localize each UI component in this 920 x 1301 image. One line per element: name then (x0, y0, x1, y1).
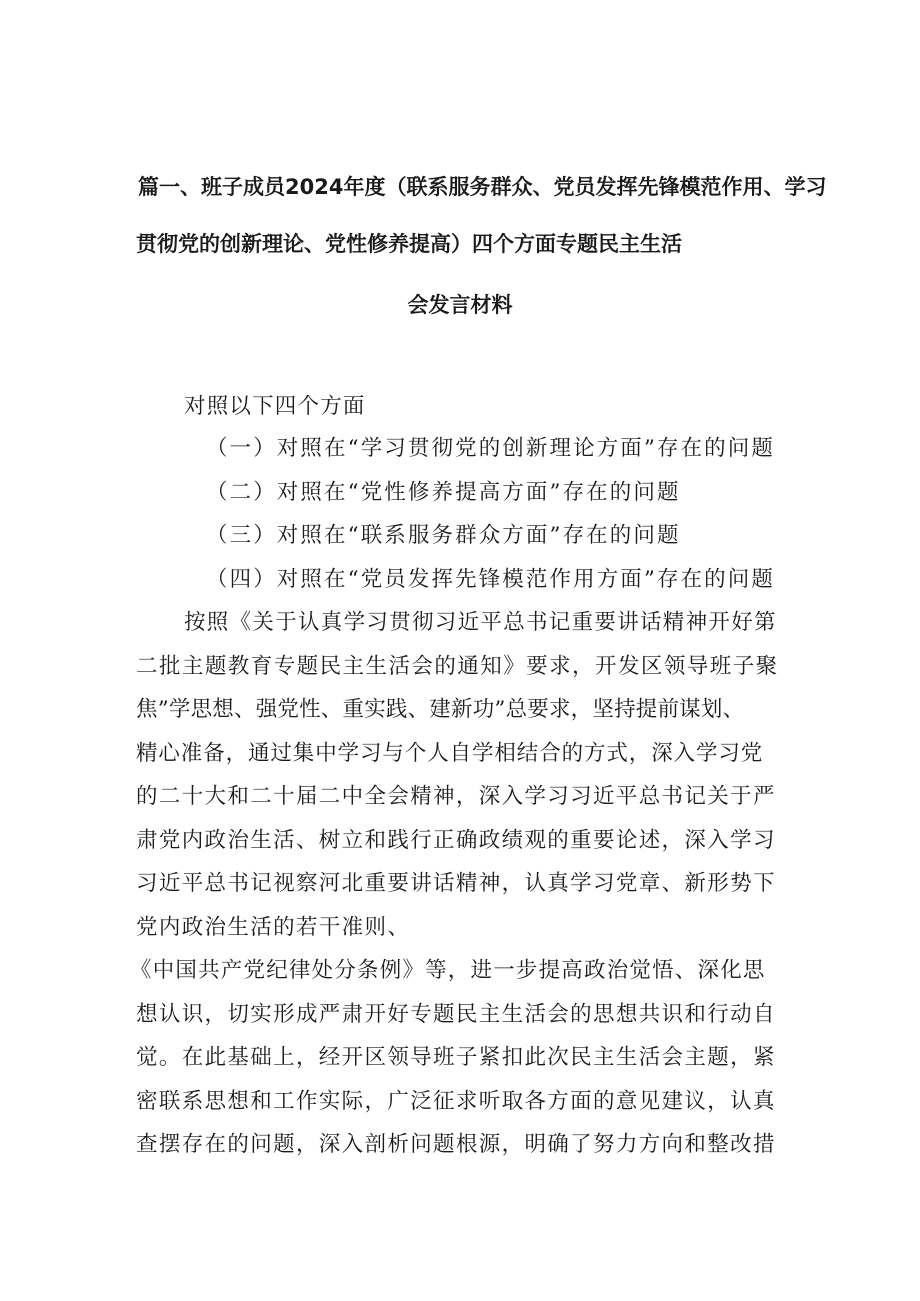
paragraph-line: 习近平总书记视察河北重要讲话精神，认真学习党章、新形势下 (136, 871, 776, 896)
paragraph-line: 想认识，切实形成严肃开好专题民主生活会的思想共识和行动自 (136, 1002, 776, 1027)
aspect-item-1: （一）对照在“学习贯彻党的创新理论方面”存在的问题 (206, 436, 775, 461)
paragraph-line: 二批主题教育专题民主生活会的通知》要求，开发区领导班子聚 (136, 654, 779, 679)
aspect-item-2: （二）对照在“党性修养提高方面”存在的问题 (206, 480, 681, 505)
paragraph-line: 的二十大和二十届二中全会精神，深入学习习近平总书记关于严 (136, 784, 776, 809)
paragraph-line: 精心准备，通过集中学习与个人自学相结合的方式，深入学习党 (136, 741, 764, 766)
title-line-3: 会发言材料 (407, 293, 513, 317)
paragraph-line: 肃党内政治生活、树立和践行正确政绩观的重要论述，深入学习 (136, 828, 776, 853)
paragraph-line: 按照《关于认真学习贯彻习近平总书记重要讲话精神开好第 (184, 610, 777, 635)
title-line-2: 贯彻党的创新理论、党性修养提高）四个方面专题民主生活 (136, 232, 682, 256)
paragraph-line: 焦”学思想、强党性、重实践、建新功”总要求，坚持提前谋划、 (136, 697, 745, 722)
paragraph-line: 觉。在此基础上，经开区领导班子紧扣此次民主生活会主题，紧 (136, 1045, 776, 1070)
title-line-1: 篇一、班子成员2024年度（联系服务群众、党员发挥先锋模范作用、学习 (138, 175, 827, 199)
intro-text: 对照以下四个方面 (184, 394, 366, 419)
aspect-item-4: （四）对照在“党员发挥先锋模范作用方面”存在的问题 (206, 567, 775, 592)
paragraph-line: 密联系思想和工作实际，广泛征求听取各方面的意见建议，认真 (136, 1089, 776, 1114)
paragraph-line: 《中国共产党纪律处分条例》等，进一步提高政治觉悟、深化思 (130, 958, 766, 983)
aspect-item-3: （三）对照在“联系服务群众方面”存在的问题 (206, 523, 681, 548)
paragraph-line: 查摆存在的问题，深入剖析问题根源，明确了努力方向和整改措 (136, 1132, 776, 1157)
paragraph-line: 党内政治生活的若干准则、 (136, 915, 411, 940)
